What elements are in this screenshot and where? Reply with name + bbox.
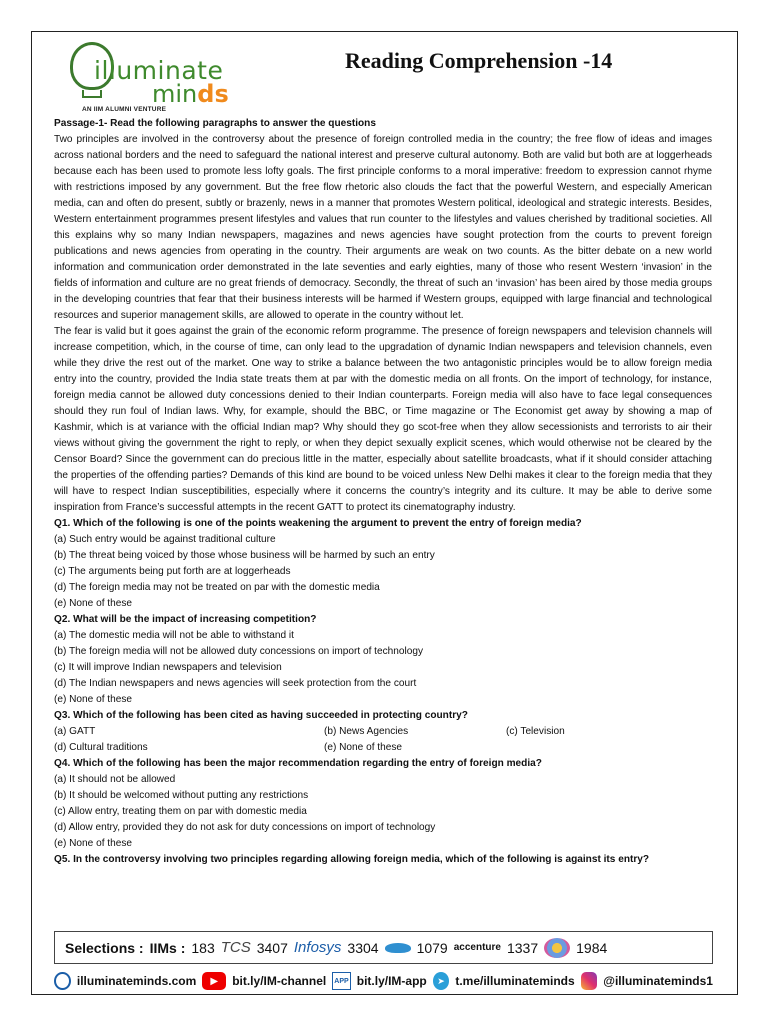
- q2-option-b: (b) The foreign media will not be allowed duty concessions on import of technology: [54, 646, 423, 657]
- infosys-logo: Infosys: [293, 939, 342, 956]
- q3-options-row-2: [54, 740, 712, 756]
- passage-paragraph-2: The fear is valid but it goes against the grain of the economic reform programme. The presence of foreign newspapers and television channels will increase competition, which, in the course of time, can only lead to the upgradation of dynamic Indian newspapers and television channels, even while they drive the rest out of the market. One way to strike a balance between the two antagonistic principles would be to allow foreign media entry into the country, provided the India state treats them at par with the domestic media on all fronts. On the import of technology, for instance, foreign media cannot be allowed duty concessions denied to their Indian counterparts. Foreign media will also have to face legal consequences should they run foul of Indian laws. Why, for example, should the BBC, or Time magazine or The Economist get away by showing a map of Kashmir, which is at variance with the official Indian map? Why should they go scot-free when they allow secessionists and terrorists to air their views without giving the government the right to reply, or when they depict sexually explicit scenes, which would otherwise not be cleared by the Censor Board? Since the government can do precious little in the matter, especially about satellite broadcasts, what if it should consider attaching the properties of the offending parties? Demands of this kind are bound to be voiced unless New Delhi makes it clear to the foreign media that they will have to respect Indian susceptibilities, especially where it concerns the country’s integrity and its culture. It may be able to derive some inspiration from France’s successful attempts in the recent GATT to protect its cinematography industry.: [54, 326, 712, 513]
- question-1: Q1. Which of the following is one of the points weakening the argument to prevent the entry of foreign media?: [54, 518, 582, 529]
- capgemini-logo-icon: [385, 943, 411, 953]
- document-body: [54, 116, 712, 868]
- q1-option-d: (d) The foreign media may not be treated on par with the domestic media: [54, 582, 380, 593]
- q3-option-c: (c) Television: [506, 726, 565, 737]
- tcs-logo: TCS: [220, 939, 251, 956]
- q1-option-a: (a) Such entry would be against traditional culture: [54, 534, 276, 545]
- wipro-logo-icon: [544, 938, 570, 958]
- q2-option-d: (d) The Indian newspapers and news agencies will seek protection from the court: [54, 678, 417, 689]
- instagram-icon: [581, 972, 598, 990]
- accenture-logo: accenture: [453, 942, 501, 953]
- question-3: Q3. Which of the following has been cited as having succeeded in protecting country?: [54, 710, 468, 721]
- q2-option-e: (e) None of these: [54, 694, 132, 705]
- q2-option-a: (a) The domestic media will not be able to withstand it: [54, 630, 294, 641]
- youtube-icon: ▶: [202, 972, 226, 990]
- q1-option-e: (e) None of these: [54, 598, 132, 609]
- selections-banner: [54, 931, 713, 964]
- logo-tagline: AN IIM ALUMNI VENTURE: [82, 106, 167, 113]
- social-links-bar: [54, 968, 713, 994]
- brand-logo: [58, 38, 233, 114]
- q1-option-b: (b) The threat being voiced by those whose business will be harmed by such an entry: [54, 550, 435, 561]
- q3-option-b: (b) News Agencies: [324, 726, 409, 737]
- page-title: Reading Comprehension -14: [345, 48, 613, 73]
- website-link[interactable]: illuminateminds.com: [76, 974, 197, 988]
- globe-icon: [54, 972, 71, 990]
- q3-option-a: (a) GATT: [54, 726, 96, 737]
- instagram-link[interactable]: @illuminateminds1: [603, 974, 713, 988]
- question-2: Q2. What will be the impact of increasing competition?: [54, 614, 317, 625]
- passage-paragraph-1: Two principles are involved in the controversy about the presence of foreign controlled media in the country; the free flow of ideas and images across national borders and the need to safeguard the national interest and preserve cultural autonomy. Both are valid but both are at loggerheads because each has been used to promote less lofty goals. The first principle conforms to a moral imperative: freedom to expression cannot rhyme with restrictions imposed by any government. But the free flow rhetoric also clouds the fact that the powerful Western, and especially American media, can and often do present, subtly or brazenly, news in a manner that promotes Western political, ideological and strategic interests. Besides, Western entertainment programmes present lifestyles and values that run counter to the lifestyles and values cherished by traditional societies. All this explains why so many Indian newspapers, magazines and news agencies have sought protection from the courts to prevent foreign publications and news agencies from operating in the country. Their arguments are weak on two counts. As the bitter debate on a new world information and communication order demonstrated in the late seventies and early eighties, many of those who resent Western ‘invasion’ in the fields of information and culture are no great friends of democracy. Secondly, the threat of such an ‘invasion’ has been aired by those media groups in the developing countries that fear that their business interests will be harmed if Western groups, equipped with large financial and technological resources and superior management skills, are allowed to operate in the country without let.: [54, 134, 712, 321]
- q4-option-c: (c) Allow entry, treating them on par with domestic media: [54, 806, 307, 817]
- q4-option-a: (a) It should not be allowed: [54, 774, 176, 785]
- q3-option-d: (d) Cultural traditions: [54, 742, 148, 753]
- question-4: Q4. Which of the following has been the major recommendation regarding the entry of foreign media?: [54, 758, 542, 769]
- q2-option-c: (c) It will improve Indian newspapers and television: [54, 662, 282, 673]
- q4-option-d: (d) Allow entry, provided they do not ask for duty concessions on import of technology: [54, 822, 436, 833]
- youtube-link[interactable]: bit.ly/IM-channel: [232, 974, 327, 988]
- app-link[interactable]: bit.ly/IM-app: [356, 974, 427, 988]
- q1-option-c: (c) The arguments being put forth are at loggerheads: [54, 566, 291, 577]
- wipro-count: 1984: [576, 939, 608, 956]
- logo-word-illuminate: illuminate: [94, 56, 224, 85]
- passage-heading: Passage-1- Read the following paragraphs to answer the questions: [54, 118, 376, 129]
- selections-label: Selections :: [65, 939, 144, 956]
- q4-option-b: (b) It should be welcomed without putting any restrictions: [54, 790, 309, 801]
- tcs-count: 3407: [256, 939, 288, 956]
- capgemini-count: 1079: [416, 939, 448, 956]
- question-5: Q5. In the controversy involving two principles regarding allowing foreign media, which of the following is against its entry?: [54, 854, 650, 865]
- iim-count: 183: [191, 939, 215, 956]
- lightbulb-base-icon: [82, 90, 102, 98]
- iim-label: IIMs :: [149, 939, 186, 956]
- infosys-count: 3304: [347, 939, 379, 956]
- q3-option-e: (e) None of these: [324, 742, 402, 753]
- q3-options-row-1: [54, 724, 712, 740]
- telegram-link[interactable]: t.me/illuminateminds: [455, 974, 575, 988]
- q4-option-e: (e) None of these: [54, 838, 132, 849]
- app-icon: APP: [332, 972, 351, 990]
- logo-word-minds: minds: [152, 80, 229, 108]
- accenture-count: 1337: [506, 939, 539, 956]
- telegram-icon: ➤: [433, 972, 450, 990]
